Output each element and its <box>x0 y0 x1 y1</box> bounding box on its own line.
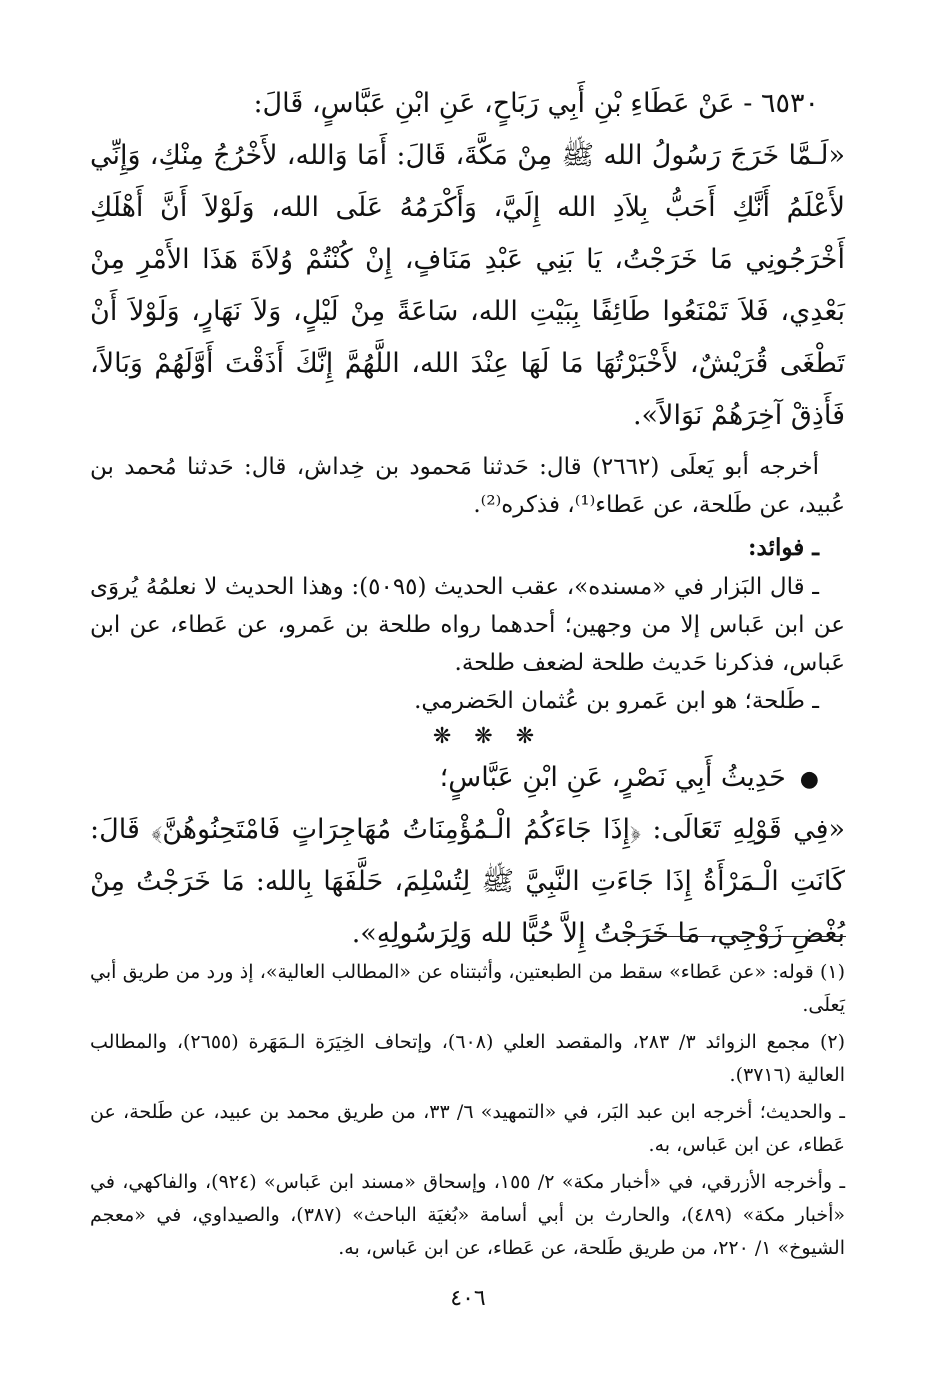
fawaid-item-2: ـ طَلحة؛ هو ابن عَمرو بن عُثمان الحَضرمي. <box>414 688 819 714</box>
footnote-divider <box>624 936 846 937</box>
takhrij-paragraph: أخرجه أبو يَعلَى (٢٦٦٢) قال: حَدثنا مَحمود بن خِداش، قال: حَدثنا مُحمد بن عُبيد، عن طَلحة، عن عَطاء⁽¹⁾، فذكره⁽²⁾. <box>90 454 845 518</box>
section-hadith-text: «فِي قَوْلِهِ تَعَالَى: ﴿إِذَا جَاءَكُمُ الْـمُؤْمِنَاتُ مُهَاجِرَاتٍ فَامْتَحِنُوهُنَّ﴾ قَالَ: كَانَتِ الْـمَرْأَةُ إِذَا جَاءَتِ النَّبِيَّ ﷺ لِتُسْلِمَ، حَلَّفَهَا بِالله: مَا خَرَجْتُ مِنْ بُغْضِ زَوْجِي، مَا خَرَجْتُ إِلاَّ حُبًّا لله وَلِرَسُولِهِ». <box>90 814 845 949</box>
fawaid-item-1: ـ قال البَزار في «مسنده»، عقب الحديث (٥٠٩٥): وهذا الحديث لا نعلمُهُ يُروَى عن ابن عَباس إلا من وجهين؛ أحدهما رواه طلحة بن عَمرو، عن عَطاء، عن ابن عَباس، فذكرنا حَديث طلحة لضعف طلحة. <box>90 574 845 676</box>
footnote-2-continuation-b: ـ وأخرجه الأزرقي، في «أخبار مكة» ٢/ ١٥٥، وإسحاق «مسند ابن عَباس» (٩٢٤)، والفاكهي، في «أخبار مكة» (٤٨٩)، والحارث بن أبي أسامة «بُغيَة الباحث» (٣٨٧)، والصيداوي، في «معجم الشيوخ» ١/ ٢٢٠، من طريق طَلحة، عن عَطاء، عن ابن عَباس، به. <box>90 1171 846 1259</box>
main-text <box>90 78 845 960</box>
page-number: ٤٠٦ <box>450 1286 486 1311</box>
section-separator: ❋ ❋ ❋ <box>432 724 543 749</box>
section-title <box>90 754 845 804</box>
footnote-2: (٢) مجمع الزوائد ٣/ ٢٨٣، والمقصد العلي (٦٠٨)، وإتحاف الخِيَرَة الـمَهَرة (٢٦٥٥)، والمطالب العالية (٣٧١٦). <box>90 1031 845 1086</box>
footnote-2-continuation-a: ـ والحديث؛ أخرجه ابن عبد البَر، في «التمهيد» ٦/ ٣٣، من طريق محمد بن عبيد، عن طَلحة، عن عَطاء، عن ابن عَباس، به. <box>90 1101 845 1156</box>
section-title-text: حَدِيثُ أَبِي نَصْرٍ، عَنِ ابْنِ عَبَّاسٍ؛ <box>439 762 786 793</box>
footnote-1: (١) قوله: «عن عَطاء» سقط من الطبعتين، وأثبتناه عن «المطالب العالية»، إذ ورد من طريق أبي يَعلَى. <box>90 961 845 1016</box>
footnotes <box>90 956 845 1269</box>
bullet-icon: ● <box>799 767 819 792</box>
hadith-matn: «لَـمَّا خَرَجَ رَسُولُ الله ﷺ مِنْ مَكَّةَ، قَالَ: أَمَا وَالله، لأَخْرُجُ مِنْكِ، وَإِنِّي لأَعْلَمُ أَنَّكِ أَحَبُّ بِلاَدِ الله إِلَيَّ، وَأَكْرَمُهُ عَلَى الله، وَلَوْلاَ أَنَّ أَهْلَكِ أَخْرَجُونِي مَا خَرَجْتُ، يَا بَنِي عَبْدِ مَنَافٍ، إِنْ كُنْتُمْ وُلاَةَ هَذَا الأَمْرِ مِنْ بَعْدِي، فَلاَ تَمْنَعُوا طَائِفًا بِبَيْتِ الله، سَاعَةً مِنْ لَيْلٍ، وَلاَ نَهَارٍ، وَلَوْلاَ أَنْ تَطْغَى قُرَيْشٌ، لأَخْبَرْتُهَا مَا لَهَا عِنْدَ الله، اللَّهُمَّ إِنَّكَ أَذَقْتَ أَوَّلَهُمْ وَبَالاً، فَأَذِقْ آخِرَهُمْ نَوَالاً». <box>90 140 845 431</box>
fawaid-heading: ـ فوائد: <box>748 534 819 561</box>
hadith-isnad: ٦٥٣٠ - عَنْ عَطَاءِ بْنِ أَبِي رَبَاحٍ، عَنِ ابْنِ عَبَّاسٍ، قَالَ: <box>253 88 819 119</box>
